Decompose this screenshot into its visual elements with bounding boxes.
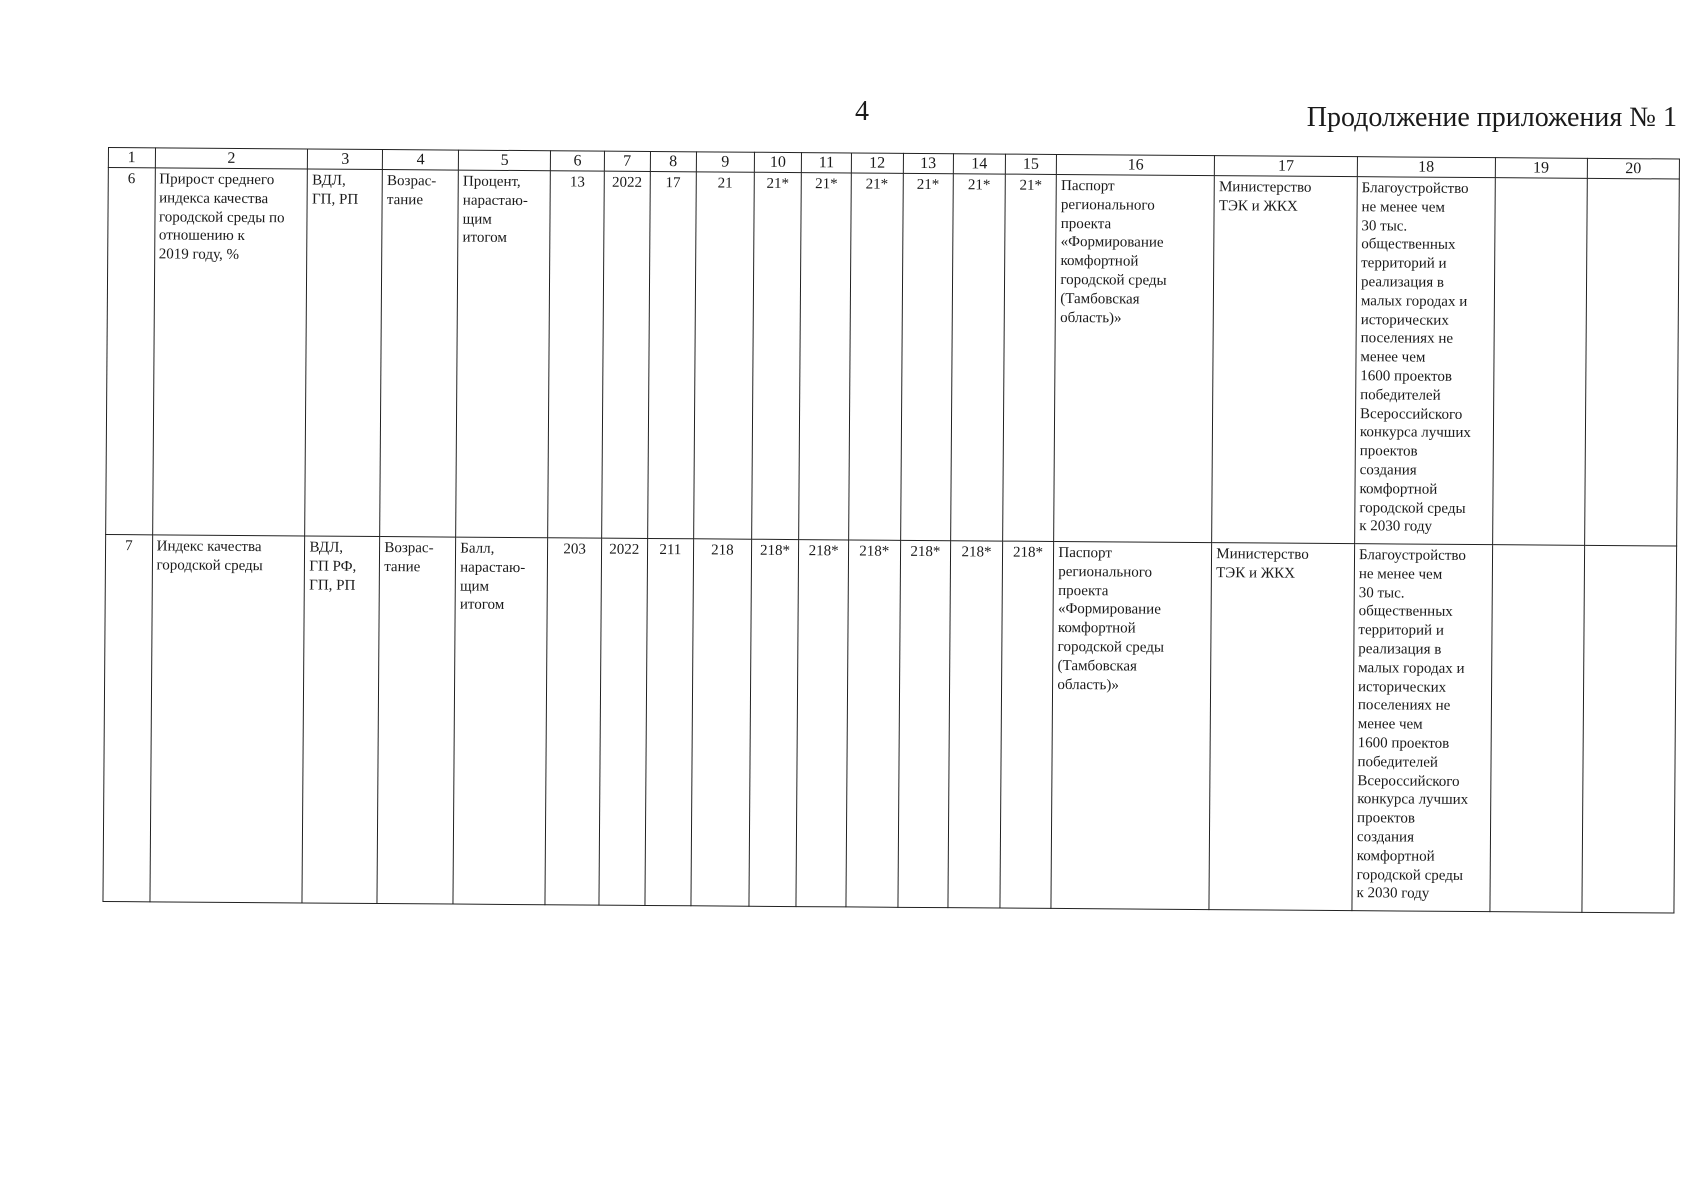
col-header-1: 1: [108, 148, 155, 168]
value-col-14: 218*: [948, 541, 1002, 908]
value-col-10: 218*: [749, 539, 799, 906]
col-header-11: 11: [802, 153, 852, 173]
col-header-19: 19: [1495, 158, 1587, 179]
indicator-name: Прирост среднего индекса качества городской среды по отношению к 2019 году, %: [152, 168, 308, 536]
table-row: [106, 168, 1680, 547]
value-col-11: 218*: [796, 540, 848, 907]
col-header-4: 4: [383, 150, 459, 171]
linked-goal: Благоустройство не менее чем 30 тыс. общественных территорий и реализация в малых городах и исторических поселениях не менее чем 1600 проектов победителей Всероссийского конкурса лучших проектов создания комфортной городской среды к 2030 году: [1352, 544, 1492, 912]
row-number: 7: [103, 534, 152, 901]
col-header-14: 14: [953, 154, 1005, 174]
col-header-7: 7: [604, 151, 650, 171]
col-header-8: 8: [650, 151, 697, 171]
indicator-level: ВДЛ, ГП, РП: [305, 169, 383, 537]
base-year: 2022: [599, 538, 647, 905]
col-header-18: 18: [1357, 157, 1495, 178]
table-row: [103, 534, 1677, 913]
base-year: 2022: [602, 171, 650, 538]
value-col-9: 218: [691, 539, 751, 906]
indicator-unit: Процент, нарастаю- щим итогом: [456, 170, 551, 538]
responsible-body: Министерство ТЭК и ЖКХ: [1209, 543, 1354, 911]
linked-goal: Благоустройство не менее чем 30 тыс. общественных территорий и реализация в малых городах и исторических поселениях не менее чем 1600 проектов победителей Всероссийского конкурса лучших проектов создания комфортной городской среды к 2030 году: [1355, 177, 1495, 545]
empty-col-19: [1490, 545, 1585, 913]
value-col-13: 21*: [900, 173, 953, 540]
col-header-20: 20: [1587, 158, 1679, 179]
base-value: 13: [548, 171, 604, 538]
indicator-table: [102, 147, 1679, 914]
indicator-unit: Балл, нарастаю- щим итогом: [453, 537, 548, 905]
value-col-12: 21*: [849, 173, 903, 540]
indicator-trend: Возрас- тание: [377, 537, 456, 905]
empty-col-20: [1584, 178, 1679, 546]
indicator-trend: Возрас- тание: [380, 170, 459, 538]
row-number: 6: [106, 168, 155, 535]
page-number: 4: [855, 96, 869, 127]
col-header-2: 2: [155, 148, 308, 169]
col-header-5: 5: [459, 150, 551, 171]
responsible-body: Министерство ТЭК и ЖКХ: [1212, 176, 1357, 544]
source-document: Паспорт регионального проекта «Формирование комфортной городской среды (Тамбовская область)»: [1054, 174, 1215, 542]
col-header-12: 12: [851, 153, 903, 173]
value-col-12: 218*: [846, 540, 900, 907]
appendix-title: Продолжение приложения № 1: [1306, 102, 1677, 133]
col-header-10: 10: [754, 152, 802, 172]
indicator-level: ВДЛ, ГП РФ, ГП, РП: [302, 536, 380, 904]
col-header-9: 9: [696, 152, 754, 172]
value-col-15: 218*: [1000, 541, 1054, 908]
col-header-15: 15: [1005, 154, 1057, 174]
source-document: Паспорт регионального проекта «Формирование комфортной городской среды (Тамбовская область)»: [1051, 541, 1212, 909]
value-col-8: 211: [644, 538, 693, 905]
col-header-6: 6: [551, 151, 605, 171]
empty-col-20: [1582, 545, 1677, 913]
value-col-13: 218*: [897, 540, 950, 907]
value-col-14: 21*: [951, 174, 1005, 541]
value-col-10: 21*: [751, 172, 801, 539]
value-col-15: 21*: [1002, 174, 1056, 541]
col-header-13: 13: [903, 153, 954, 173]
col-header-3: 3: [308, 149, 383, 170]
col-header-17: 17: [1215, 156, 1358, 177]
value-col-9: 21: [694, 172, 754, 539]
empty-col-19: [1492, 178, 1587, 546]
value-col-8: 17: [647, 171, 696, 538]
base-value: 203: [545, 538, 601, 905]
col-header-16: 16: [1057, 154, 1215, 175]
value-col-11: 21*: [799, 173, 851, 540]
indicator-name: Индекс качества городской среды: [150, 535, 306, 903]
